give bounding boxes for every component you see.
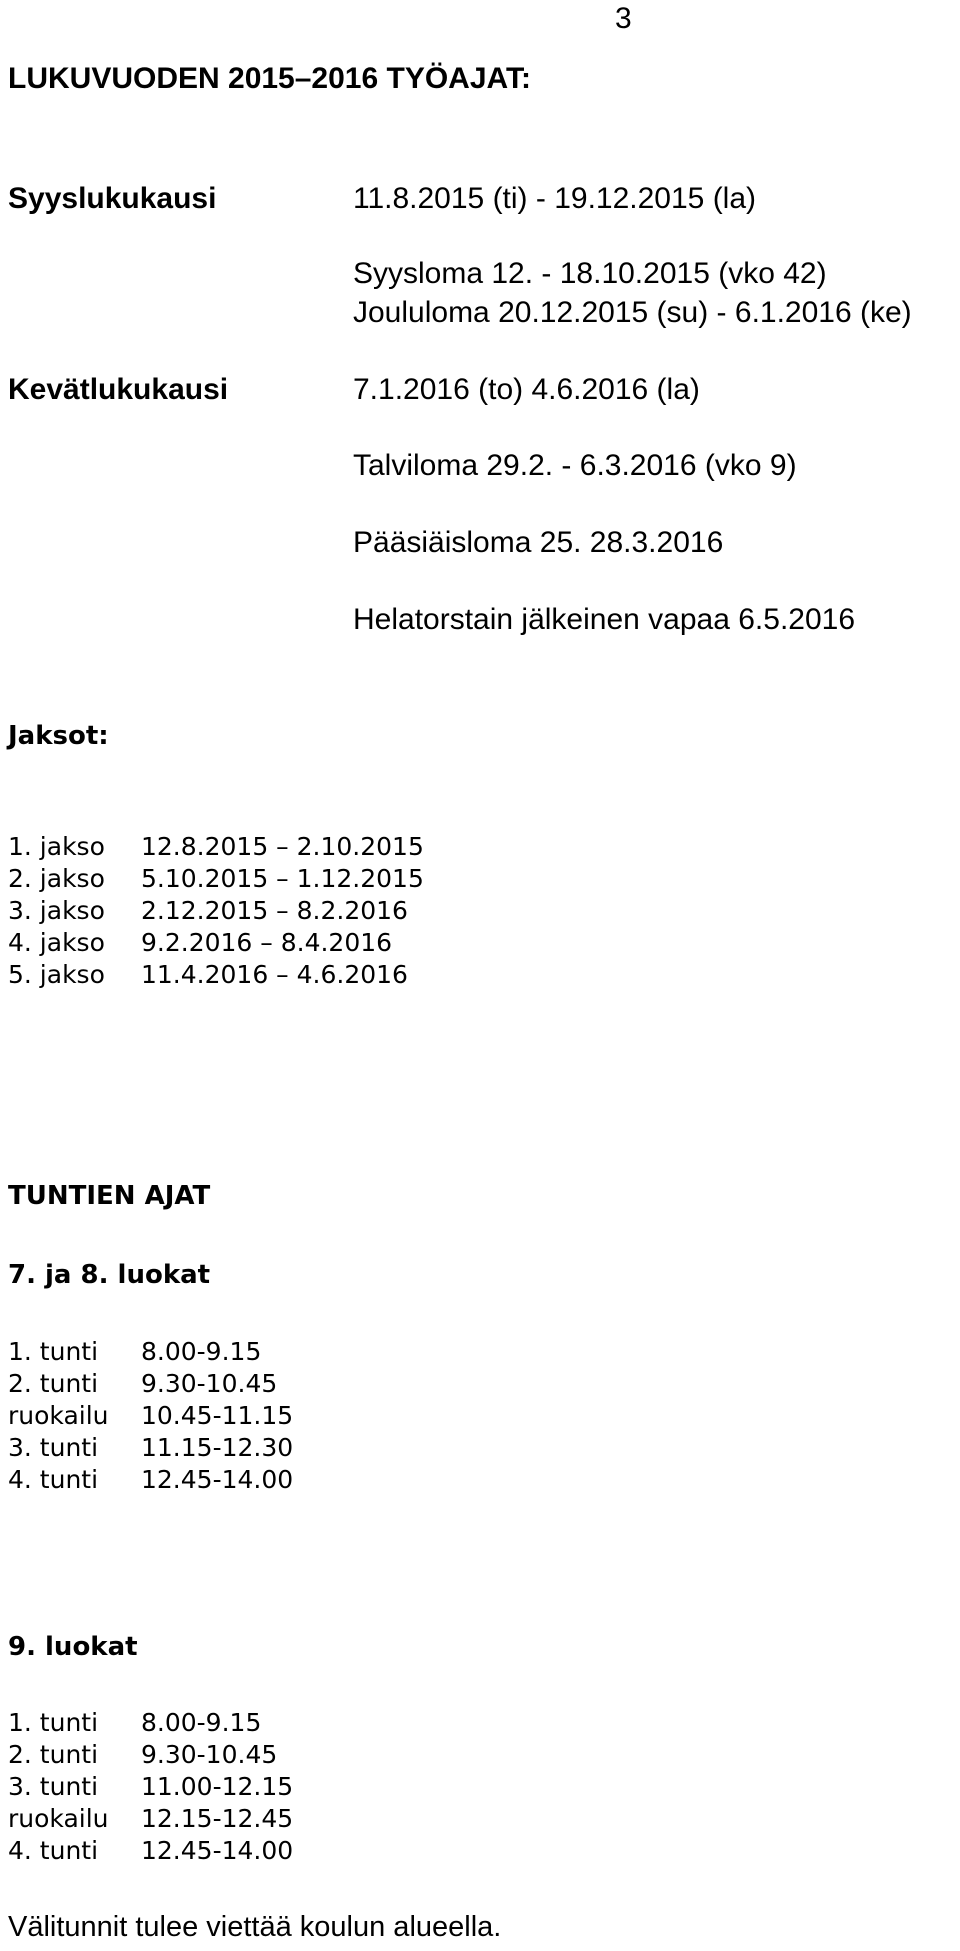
page-title: LUKUVUODEN 2015–2016 TYÖAJAT: [8,62,531,95]
period-range: 12.8.2015 – 2.10.2015 [141,832,424,861]
lesson-row [8,1336,293,1368]
autumn-break: Syysloma 12. - 18.10.2015 (vko 42) [353,257,827,290]
period-name: 2. jakso [8,864,105,893]
period-name: 5. jakso [8,960,105,989]
lesson-time: 8.00-9.15 [141,1708,262,1737]
period-range: 5.10.2015 – 1.12.2015 [141,864,424,893]
lesson-time: 9.30-10.45 [141,1740,278,1769]
period-range: 11.4.2016 – 4.6.2016 [141,960,408,989]
lesson-name: 1. tunti [8,1708,99,1737]
lesson-name: 1. tunti [8,1337,99,1366]
grade-9-heading: 9. luokat [8,1632,138,1662]
period-row [8,959,424,991]
grades-7-8-heading: 7. ja 8. luokat [8,1260,211,1290]
lesson-row [8,1835,293,1867]
lesson-time: 12.15-12.45 [141,1804,294,1833]
period-range: 2.12.2015 – 8.2.2016 [141,896,408,925]
period-row [8,863,424,895]
lesson-time: 12.45-14.00 [141,1465,294,1494]
spring-term-dates: 7.1.2016 (to) 4.6.2016 (la) [353,373,700,406]
period-name: 3. jakso [8,896,105,925]
winter-break: Talviloma 29.2. - 6.3.2016 (vko 9) [353,449,797,482]
grade-9-schedule [8,1707,293,1867]
easter-break: Pääsiäisloma 25. 28.3.2016 [353,526,724,559]
autumn-term-label: Syyslukukausi [8,182,217,215]
lesson-row [8,1432,293,1464]
autumn-term-dates: 11.8.2015 (ti) - 19.12.2015 (la) [353,182,757,215]
lesson-row [8,1464,293,1496]
lesson-row [8,1771,293,1803]
lesson-row [8,1739,293,1771]
period-name: 4. jakso [8,928,105,957]
lesson-times-heading: TUNTIEN AJAT [8,1181,211,1211]
period-row [8,927,424,959]
period-row [8,895,424,927]
lesson-row [8,1368,293,1400]
lesson-name: 2. tunti [8,1740,99,1769]
lesson-row [8,1707,293,1739]
lesson-time: 9.30-10.45 [141,1369,278,1398]
periods-heading: Jaksot: [8,721,109,751]
periods-list [8,831,424,991]
christmas-break: Joululoma 20.12.2015 (su) - 6.1.2016 (ke) [353,296,912,329]
lesson-name: ruokailu [8,1804,109,1833]
lesson-name: 2. tunti [8,1369,99,1398]
grades-7-8-schedule [8,1336,293,1496]
page-number: 3 [615,2,632,35]
lesson-row [8,1400,293,1432]
spring-term-label: Kevätlukukausi [8,373,229,406]
footer-note: Välitunnit tulee viettää koulun alueella. [8,1911,502,1943]
lesson-name: 3. tunti [8,1433,99,1462]
lesson-name: ruokailu [8,1401,109,1430]
lesson-name: 3. tunti [8,1772,99,1801]
period-name: 1. jakso [8,832,105,861]
period-row [8,831,424,863]
period-range: 9.2.2016 – 8.4.2016 [141,928,393,957]
lesson-time: 10.45-11.15 [141,1401,294,1430]
lesson-time: 8.00-9.15 [141,1337,262,1366]
ascension-day-off: Helatorstain jälkeinen vapaa 6.5.2016 [353,603,856,636]
lesson-time: 11.00-12.15 [141,1772,294,1801]
lesson-name: 4. tunti [8,1836,99,1865]
lesson-name: 4. tunti [8,1465,99,1494]
lesson-time: 12.45-14.00 [141,1836,294,1865]
lesson-row [8,1803,293,1835]
lesson-time: 11.15-12.30 [141,1433,294,1462]
